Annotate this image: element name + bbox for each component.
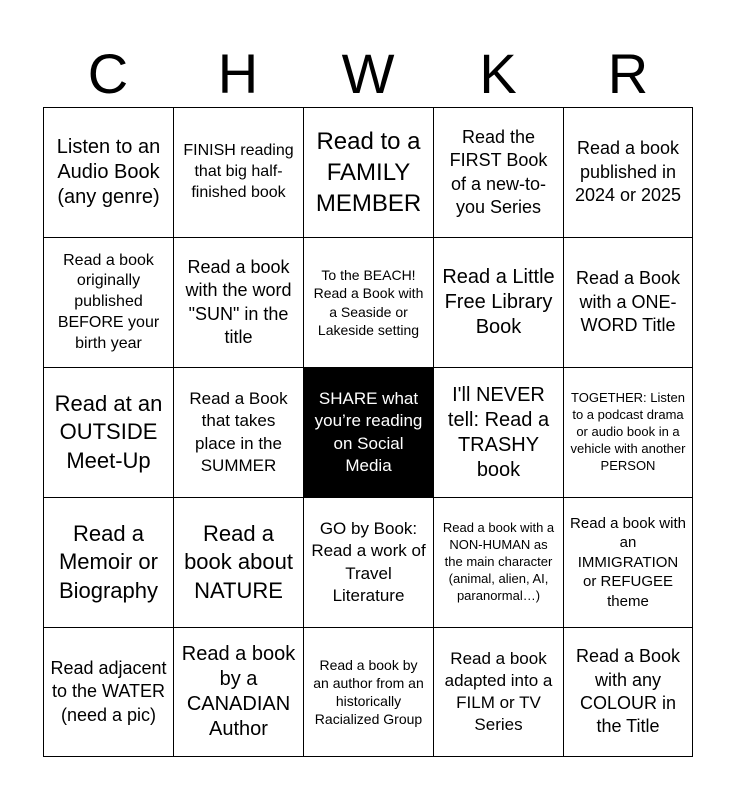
bingo-cell[interactable]: Read a book published in 2024 or 2025 <box>563 107 693 237</box>
bingo-cell[interactable]: Read at an OUTSIDE Meet-Up <box>43 367 173 497</box>
header-letter-1: C <box>87 42 129 105</box>
bingo-cell[interactable]: Listen to an Audio Book (any genre) <box>43 107 173 237</box>
bingo-cell[interactable]: Read the FIRST Book of a new-to-you Series <box>433 107 563 237</box>
bingo-cell[interactable]: Read a Memoir or Biography <box>43 497 173 627</box>
bingo-cell[interactable]: Read a book originally published BEFORE your birth year <box>43 237 173 367</box>
bingo-cell[interactable]: Read a book about NATURE <box>173 497 303 627</box>
bingo-cell[interactable]: Read a book with an IMMIGRATION or REFUGEE theme <box>563 497 693 627</box>
bingo-cell[interactable]: Read a Book with a ONE-WORD Title <box>563 237 693 367</box>
free-space-cell[interactable]: SHARE what you’re reading on Social Media <box>303 367 433 497</box>
bingo-cell[interactable]: TOGETHER: Listen to a podcast drama or audio book in a vehicle with another PERSON <box>563 367 693 497</box>
bingo-cell[interactable]: Read a book by an author from an historically Racialized Group <box>303 627 433 757</box>
header-letter-2: H <box>217 42 259 105</box>
bingo-header <box>43 40 693 108</box>
bingo-cell[interactable]: GO by Book: Read a work of Travel Literature <box>303 497 433 627</box>
header-letter-3: W <box>341 42 395 105</box>
bingo-cell[interactable]: To the BEACH! Read a Book with a Seaside or Lakeside setting <box>303 237 433 367</box>
bingo-cell[interactable]: Read a book with a NON-HUMAN as the main character (animal, alien, AI, paranormal…) <box>433 497 563 627</box>
bingo-board <box>43 107 693 757</box>
bingo-cell[interactable]: FINISH reading that big half-finished book <box>173 107 303 237</box>
bingo-cell[interactable]: Read a Book that takes place in the SUMMER <box>173 367 303 497</box>
bingo-cell[interactable]: Read a Little Free Library Book <box>433 237 563 367</box>
header-letter-4: K <box>479 42 517 105</box>
bingo-cell[interactable]: Read to a FAMILY MEMBER <box>303 107 433 237</box>
bingo-cell[interactable]: I'll NEVER tell: Read a TRASHY book <box>433 367 563 497</box>
bingo-cell[interactable]: Read a book by a CANADIAN Author <box>173 627 303 757</box>
bingo-cell[interactable]: Read a book with the word "SUN" in the title <box>173 237 303 367</box>
bingo-cell[interactable]: Read a Book with any COLOUR in the Title <box>563 627 693 757</box>
bingo-cell[interactable]: Read a book adapted into a FILM or TV Series <box>433 627 563 757</box>
header-letter-5: R <box>607 42 649 105</box>
bingo-cell[interactable]: Read adjacent to the WATER (need a pic) <box>43 627 173 757</box>
